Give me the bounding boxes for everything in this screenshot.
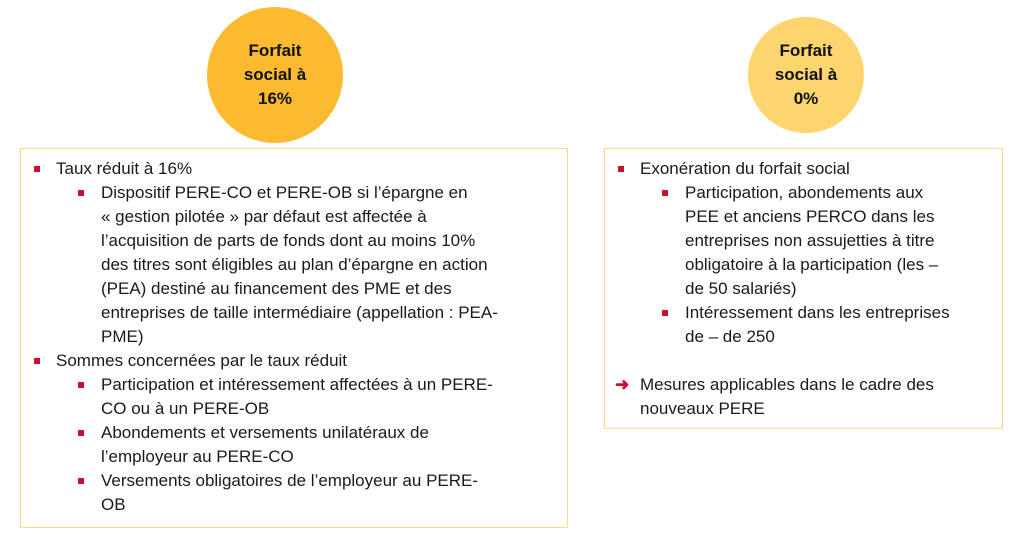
bullet-text-line: entreprises non assujetties à titre <box>685 231 935 250</box>
circle-line: social à <box>774 65 838 84</box>
bullet-text-line: Taux réduit à 16% <box>56 159 193 178</box>
circle-line: 16% <box>257 89 293 108</box>
bullet-text-line: l’employeur au PERE-CO <box>101 447 294 466</box>
bullet-text-line: (PEA) destiné au financement des PME et des <box>101 279 452 298</box>
forfait-16-circle <box>207 7 343 143</box>
square-bullet-icon <box>34 358 40 364</box>
bullet-text-line: entreprises de taille intermédiaire (appellation : PEA- <box>101 303 498 322</box>
bullet-item <box>21 469 567 517</box>
note-text-line: nouveaux PERE <box>640 399 765 418</box>
bullet-text-line: Abondements et versements unilatéraux de <box>101 423 429 442</box>
bullet-text-line: OB <box>101 495 126 514</box>
bullet-text-line: de – de 250 <box>685 327 775 346</box>
bullet-text-line: « gestion pilotée » par défaut est affectée à <box>101 207 427 226</box>
bullet-text-line: PME) <box>101 327 144 346</box>
bullet-item <box>605 181 1002 301</box>
bullet-text-line: Intéressement dans les entreprises <box>685 303 950 322</box>
bullet-item <box>605 157 1002 181</box>
bullet-text-line: Participation et intéressement affectées à un PERE- <box>101 375 493 394</box>
square-bullet-icon <box>662 310 668 316</box>
right-content-box <box>604 148 1003 429</box>
circle-line: social à <box>243 65 307 84</box>
square-bullet-icon <box>78 382 84 388</box>
arrow-right-icon: ➜ <box>615 375 630 394</box>
circle-line: Forfait <box>248 41 302 60</box>
bullet-text-line: Versements obligatoires de l’employeur au PERE- <box>101 471 479 490</box>
bullet-text-line: obligatoire à la participation (les – <box>685 255 939 274</box>
left-content-box <box>20 148 568 528</box>
note-item <box>605 373 1002 421</box>
bullet-text-line: Exonération du forfait social <box>640 159 850 178</box>
square-bullet-icon <box>662 190 668 196</box>
square-bullet-icon <box>34 166 40 172</box>
square-bullet-icon <box>78 190 84 196</box>
forfait-0-circle <box>748 17 864 133</box>
bullet-text-line: Sommes concernées par le taux réduit <box>56 351 348 370</box>
bullet-item <box>21 421 567 469</box>
bullet-text-line: CO ou à un PERE-OB <box>101 399 270 418</box>
note-text-line: Mesures applicables dans le cadre des <box>640 375 934 394</box>
circle-line: Forfait <box>779 41 833 60</box>
square-bullet-icon <box>78 478 84 484</box>
bullet-text-line: de 50 salariés) <box>685 279 797 298</box>
bullet-item <box>605 301 1002 349</box>
bullet-text-line: des titres sont éligibles au plan d’épargne en action <box>101 255 488 274</box>
square-bullet-icon <box>78 430 84 436</box>
bullet-item <box>21 157 567 181</box>
bullet-item <box>21 181 567 349</box>
bullet-item <box>21 349 567 373</box>
circle-line: 0% <box>793 89 819 108</box>
bullet-text-line: l’acquisition de parts de fonds dont au moins 10% <box>101 231 476 250</box>
square-bullet-icon <box>618 166 624 172</box>
bullet-item <box>21 373 567 421</box>
bullet-text-line: Participation, abondements aux <box>685 183 924 202</box>
bullet-text-line: PEE et anciens PERCO dans les <box>685 207 935 226</box>
bullet-text-line: Dispositif PERE-CO et PERE-OB si l’épargne en <box>101 183 468 202</box>
